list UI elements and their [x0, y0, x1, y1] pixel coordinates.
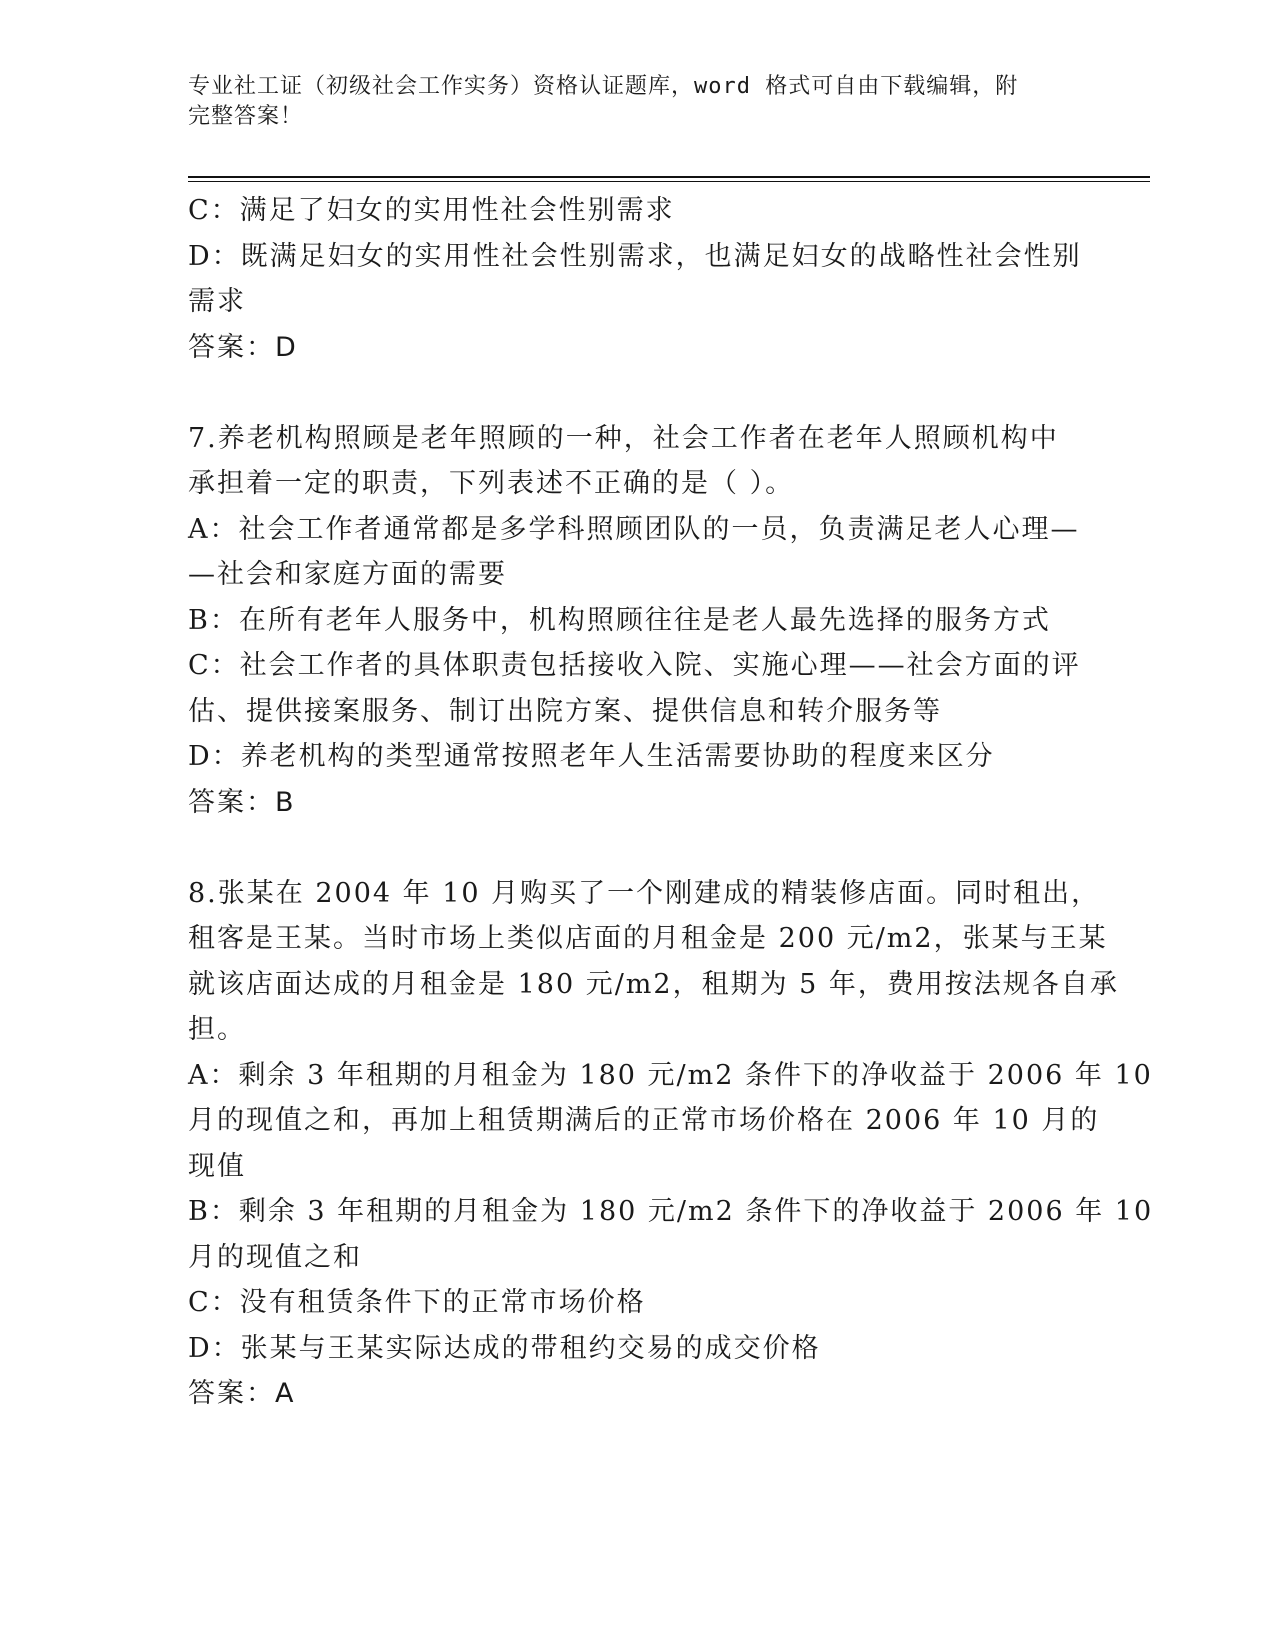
question-content	[188, 188, 1154, 1417]
q8-stem-line-2: 租客是王某。当时市场上类似店面的月租金是 200 元/m2，张某与王某	[188, 923, 1108, 954]
q8-option-a-line-3: 现值	[188, 1150, 246, 1182]
q8-option-b-line-1: B：剩余 3 年租期的月租金为 180 元/m2 条件下的净收益于 2006 年 10	[188, 1196, 1154, 1227]
q8-option-a-line-1: A：剩余 3 年租期的月租金为 180 元/m2 条件下的净收益于 2006 年 10	[188, 1059, 1153, 1091]
page-header	[188, 72, 1088, 132]
question-8	[188, 871, 1154, 1417]
q7-answer: 答案：B	[188, 786, 296, 818]
header-line-1: 专业社工证（初级社会工作实务）资格认证题库，word 格式可自由下载编辑，附	[188, 74, 1019, 99]
q8-stem-line-3: 就该店面达成的月租金是 180 元/m2，租期为 5 年，费用按法规各自承	[188, 968, 1119, 1000]
q8-option-c: C：没有租赁条件下的正常市场价格	[188, 1287, 646, 1318]
header-rule-thin	[188, 181, 1150, 182]
header-rule-thick	[188, 176, 1150, 178]
q6-answer: 答案：D	[188, 331, 298, 363]
spacer	[188, 825, 1088, 871]
q7-option-c-line-2: 估、提供接案服务、制订出院方案、提供信息和转介服务等	[188, 695, 942, 727]
header-line-2: 完整答案！	[188, 104, 304, 129]
q6-option-d-line-1: D：既满足妇女的实用性社会性别需求，也满足妇女的战略性社会性别	[188, 240, 1082, 272]
q7-option-c-line-1: C：社会工作者的具体职责包括接收入院、实施心理——社会方面的评	[188, 650, 1081, 681]
q8-option-d: D：张某与王某实际达成的带租约交易的成交价格	[188, 1332, 821, 1364]
q7-option-a-line-1: A：社会工作者通常都是多学科照顾团队的一员，负责满足老人心理—	[188, 513, 1080, 545]
q6-option-c: C：满足了妇女的实用性社会性别需求	[188, 195, 675, 226]
q8-answer: 答案：A	[188, 1378, 296, 1409]
q7-option-d: D：养老机构的类型通常按照老年人生活需要协助的程度来区分	[188, 741, 995, 772]
q8-stem-line-4: 担。	[188, 1014, 246, 1045]
q7-option-a-line-2: —社会和家庭方面的需要	[188, 559, 507, 590]
q8-option-b-line-2: 月的现值之和	[188, 1241, 362, 1273]
q7-option-b: B：在所有老年人服务中，机构照顾往往是老人最先选择的服务方式	[188, 604, 1051, 636]
q8-stem-line-1: 8.张某在 2004 年 10 月购买了一个刚建成的精装修店面。同时租出，	[188, 877, 1101, 909]
q8-option-a-line-2: 月的现值之和，再加上租赁期满后的正常市场价格在 2006 年 10 月的	[188, 1105, 1100, 1136]
question-7	[188, 416, 1088, 826]
q7-stem-line-1: 7.养老机构照顾是老年照顾的一种，社会工作者在老年人照顾机构中	[188, 422, 1059, 454]
q6-option-d-line-2: 需求	[188, 286, 246, 317]
question-6	[188, 188, 1088, 370]
spacer	[188, 370, 1088, 416]
q7-stem-line-2: 承担着一定的职责，下列表述不正确的是（ ）。	[188, 468, 795, 499]
